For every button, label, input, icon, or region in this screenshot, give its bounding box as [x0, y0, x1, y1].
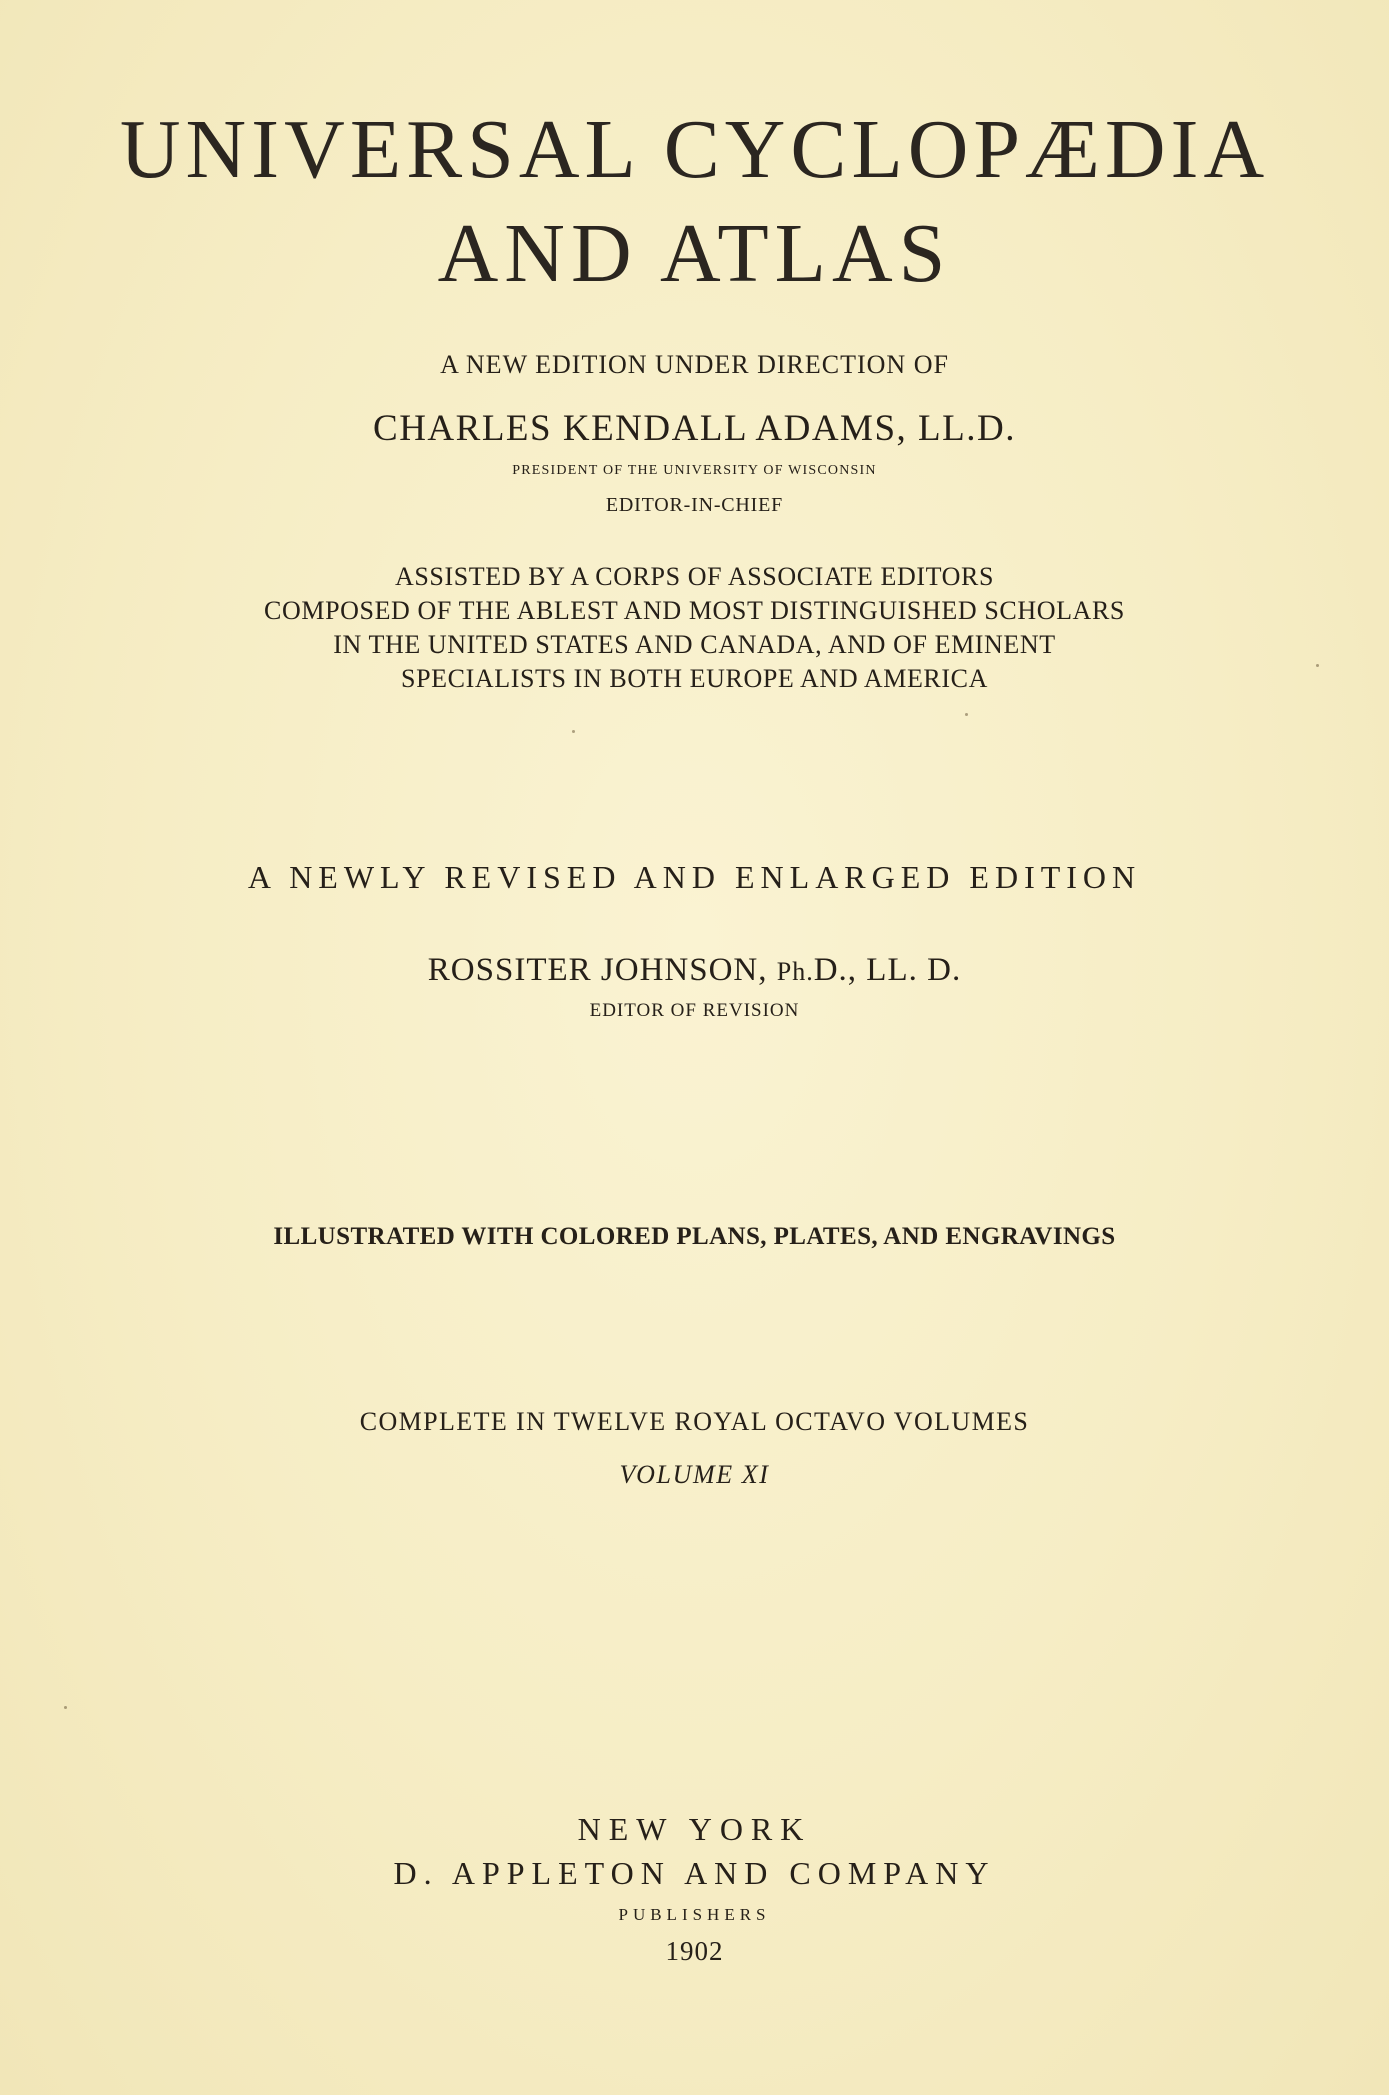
revision-editor-degree-ph: Ph. — [776, 957, 814, 986]
imprint-publisher: D. APPLETON AND COMPANY — [393, 1855, 996, 1891]
assistance-line-1: ASSISTED BY A CORPS OF ASSOCIATE EDITORS — [394, 562, 995, 591]
paper-speck — [572, 730, 575, 733]
assistance-line-3: IN THE UNITED STATES AND CANADA, AND OF EMINENT — [333, 630, 1056, 659]
revision-editor-name-text: ROSSITER JOHNSON, — [427, 952, 777, 988]
edition-note: A NEW EDITION UNDER DIRECTION OF — [440, 350, 949, 379]
revision-editor-role: EDITOR OF REVISION — [589, 1000, 800, 1021]
imprint-city: NEW YORK — [577, 1811, 812, 1847]
volumes-note: COMPLETE IN TWELVE ROYAL OCTAVO VOLUMES — [359, 1407, 1030, 1436]
revision-editor-degree-rest: D., LL. D. — [813, 952, 962, 988]
main-title-line-1: UNIVERSAL CYCLOPÆDIA — [119, 103, 1270, 196]
revised-edition-heading: A NEWLY REVISED AND ENLARGED EDITION — [247, 859, 1142, 895]
illustration-note: ILLUSTRATED WITH COLORED PLANS, PLATES, AND ENGRAVINGS — [273, 1223, 1116, 1250]
revision-editor-name — [0, 954, 1389, 987]
volume-number: VOLUME XI — [619, 1460, 770, 1489]
imprint-year: 1902 — [665, 1936, 724, 1966]
editor-position: PRESIDENT OF THE UNIVERSITY OF WISCONSIN — [512, 463, 877, 478]
paper-speck — [1316, 664, 1319, 667]
paper-speck — [64, 1706, 67, 1709]
editor-in-chief-name: CHARLES KENDALL ADAMS, LL.D. — [373, 408, 1016, 449]
imprint-publishers-label: PUBLISHERS — [618, 1905, 771, 1924]
assistance-line-4: SPECIALISTS IN BOTH EUROPE AND AMERICA — [401, 664, 988, 693]
editor-role: EDITOR-IN-CHIEF — [605, 494, 784, 516]
assistance-line-2: COMPOSED OF THE ABLEST AND MOST DISTINGUISHED SCHOLARS — [264, 596, 1125, 625]
main-title-line-2: AND ATLAS — [437, 207, 952, 300]
paper-speck — [965, 713, 968, 716]
